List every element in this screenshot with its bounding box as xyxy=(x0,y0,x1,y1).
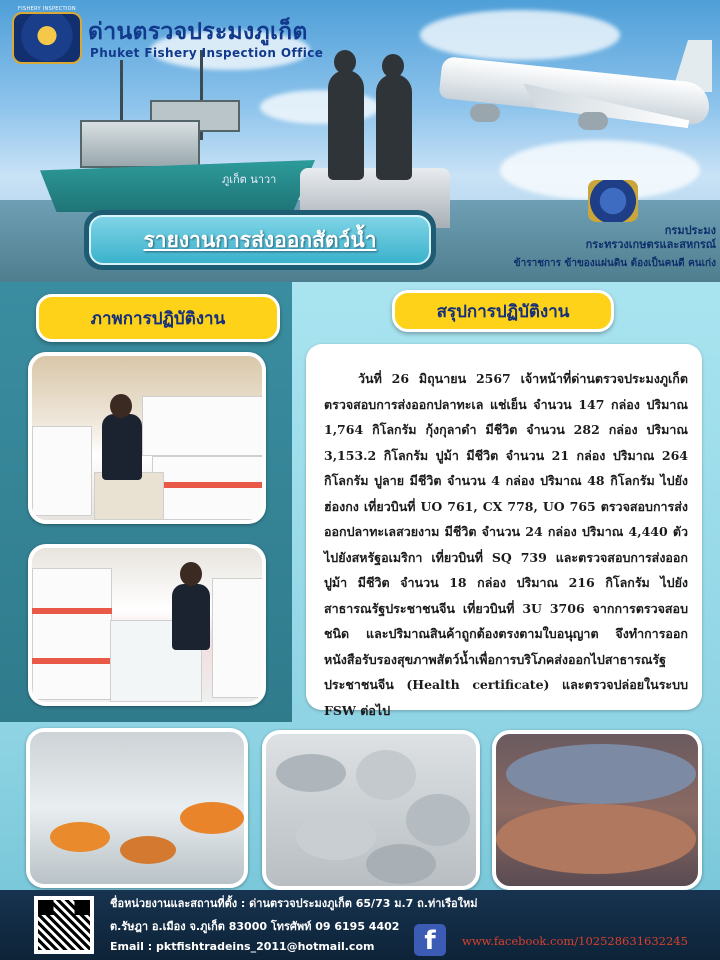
box-tape xyxy=(32,658,112,664)
chilled-fish-photo xyxy=(262,730,480,890)
foam-box xyxy=(212,578,266,698)
box-tape xyxy=(32,608,112,614)
summary-text: วันที่ 26 มิถุนายน 2567 เจ้าหน้าที่ด่านตรวจประมงภูเก็ต ตรวจสอบการส่งออกปลาทะเล แช่เย็น จำนวน 147 กล่อง ปริมาณ 1,764 กิโลกรัม กุ้งกุลาดำ มีชีวิต จำนวน 282 กล่อง ปริมาณ 3,153.2 กิโลกรัม ปูม้า มีชีวิต จำนวน 21 กล่อง ปริมาณ 264 กิโลกรัม ปูลาย มีชีวิต จำนวน 4 กล่อง ปริมาณ 48 กิโลกรัม ไปยังฮ่องกง เที่ยวบินที่ UO 761, CX 778, UO 765 ตรวจสอบการส่งออกปลาทะเลสวยงาม มีชีวิต จำนวน 24 กล่อง ปริมาณ 4,440 ตัว ไปยังสหรัฐอเมริกา เที่ยวบินที่ SQ 739 และตรวจสอบการส่งออกปูม้า มีชีวิต จำนวน 18 กล่อง ปริมาณ 216 กิโลกรัม ไปยังสาธารณรัฐประชาชนจีน เที่ยวบินที่ 3U 3706 จากการตรวจสอบชนิด และปริมาณสินค้าถูกต้องตรงตามใบอนุญาต จึงทำการออกหนังสือรับรองสุขภาพสัตว์น้ำเพื่อการบริโภคส่งออกไปสาธารณรัฐประชาชนจีน (Health certificate) และตรวจปล่อยในระบบ FSW ต่อไป xyxy=(324,371,688,718)
facebook-icon[interactable]: f xyxy=(414,924,446,956)
foam-box xyxy=(152,456,264,520)
fish xyxy=(406,794,470,846)
ornamental-fish xyxy=(180,802,244,834)
ornamental-fish xyxy=(120,836,176,864)
seal-text: FISHERY INSPECTION xyxy=(18,6,76,12)
photos-section-label: ภาพการปฏิบัติงาน xyxy=(36,294,280,342)
qr-pattern xyxy=(38,900,90,950)
report-title-inner xyxy=(89,215,431,265)
department-motto: ข้าราชการ ข้าของแผ่นดิน ต้องเป็นคนดี คนเก่ง xyxy=(513,258,716,269)
statue-right xyxy=(376,74,412,180)
facebook-link[interactable]: www.facebook.com/102528631632245 xyxy=(462,934,688,948)
department-seal-icon xyxy=(588,180,638,222)
office-name-en: Phuket Fishery Inspection Office xyxy=(90,46,324,60)
inspection-photo-1 xyxy=(28,352,266,524)
statue-left xyxy=(328,70,364,180)
crab xyxy=(506,744,696,804)
header-banner xyxy=(0,0,720,282)
address-line-1: ชื่อหน่วยงานและสถานที่ตั้ง : ด่านตรวจประมงภูเก็ต 65/73 ม.7 ถ.ท่าเรือใหม่ xyxy=(110,897,478,910)
foam-box xyxy=(142,396,264,456)
boat-cabin xyxy=(80,120,200,168)
summary-card xyxy=(306,344,702,718)
inspector-head xyxy=(110,394,132,418)
department-name xyxy=(520,224,716,252)
live-crab-photo xyxy=(492,730,702,890)
report-title: รายงานการส่งออกสัตว์น้ำ xyxy=(143,227,377,252)
fishery-seal-icon xyxy=(12,12,82,64)
report-title-bar xyxy=(84,210,436,270)
fish xyxy=(356,750,416,800)
summary-section-label: สรุปการปฏิบัติงาน xyxy=(392,290,614,332)
airplane-engine xyxy=(578,112,608,130)
boat-name: ภูเก็ต นาวา xyxy=(222,173,277,186)
inspection-photo-2 xyxy=(28,544,266,706)
office-name-th: ด่านตรวจประมงภูเก็ต xyxy=(88,19,308,45)
email-link[interactable]: Email : pktfishtradeins_2011@hotmail.com xyxy=(110,940,375,953)
fish xyxy=(366,844,436,884)
foam-box xyxy=(32,426,92,516)
inspector-person xyxy=(102,414,142,480)
ornamental-fish-photo xyxy=(26,728,248,888)
inspector-head xyxy=(180,562,202,586)
address-line-2: ต.รัษฎา อ.เมือง จ.ภูเก็ต 83000 โทรศัพท์ 09 6195 4402 xyxy=(110,920,400,933)
crab xyxy=(496,804,696,874)
cloud xyxy=(420,10,620,60)
statue-left-head xyxy=(334,50,356,74)
department-line-1: กรมประมง xyxy=(664,224,716,237)
fish xyxy=(296,814,376,860)
foam-box xyxy=(32,568,112,700)
qr-code-icon[interactable] xyxy=(34,896,94,954)
airplane-engine xyxy=(470,104,500,122)
ornamental-fish xyxy=(50,822,110,852)
fish xyxy=(276,754,346,792)
inspector-person xyxy=(172,584,210,650)
box-tape xyxy=(152,482,264,488)
department-line-2: กระทรวงเกษตรและสหกรณ์ xyxy=(585,238,716,251)
statue-right-head xyxy=(382,54,404,78)
